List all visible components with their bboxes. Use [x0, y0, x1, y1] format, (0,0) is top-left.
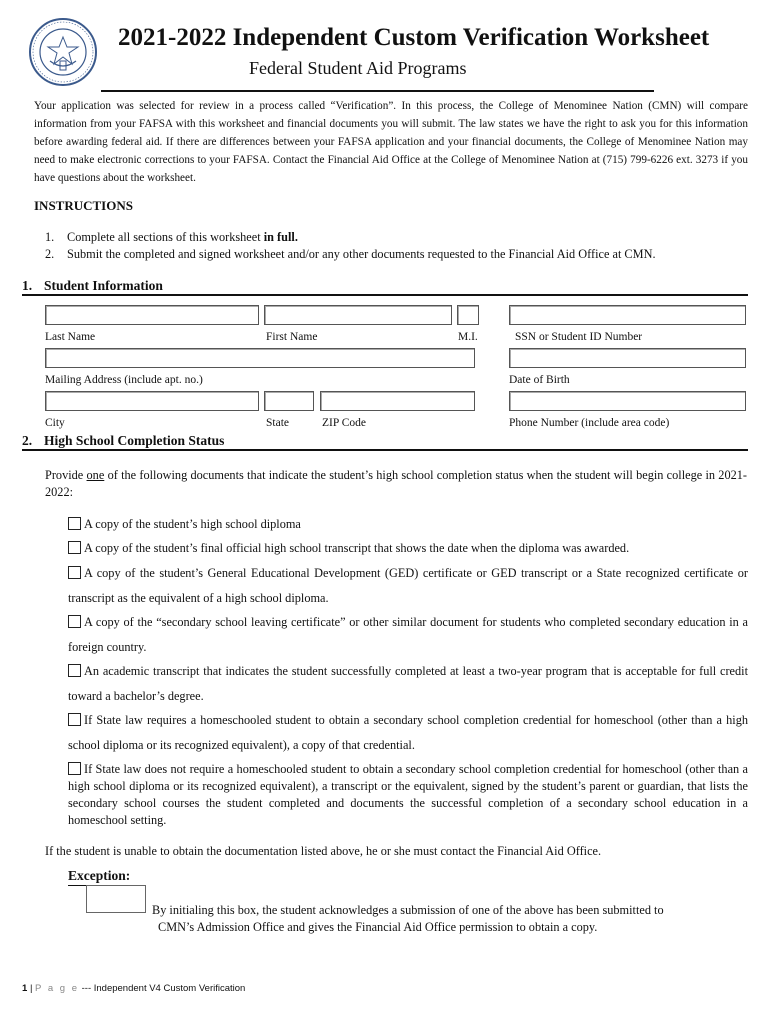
intro-paragraph: Your application was selected for review in a process called “Verification”. In this process, the College of Menominee Nation (CMN) will compare information from your FAFSA with this worksheet and financial documents you will submit. The law states we have the right to ask you for this information before awarding federal aid. If there are differences between your FAFSA application and your financial documents, the College of Menominee Nation may need to make electronic corrections to your FAFSA. Contact the Financial Aid Office at the College of Menominee Nation at (715) 799-6226 ext. 3273 if you have questions about the worksheet.	[34, 100, 748, 184]
section-title: Student Information	[44, 278, 163, 293]
state-input[interactable]	[264, 391, 314, 411]
mailing-address-input[interactable]	[45, 348, 475, 368]
middle-initial-label: M.I.	[458, 331, 478, 343]
section-number: 1.	[22, 278, 33, 293]
instruction-text: Submit the completed and signed worksheet and/or any other documents requested to the Financial Aid Office at CMN.	[67, 247, 656, 261]
option-checkbox[interactable]	[68, 615, 81, 628]
page-subtitle: Federal Student Aid Programs	[249, 58, 467, 78]
option-checkbox[interactable]	[68, 541, 81, 554]
instruction-item	[45, 246, 656, 263]
section-1-heading	[22, 278, 163, 294]
exception-text-line: By initialing this box, the student acknowledges a submission of one of the above has been submitted to	[152, 903, 664, 917]
city-input[interactable]	[45, 391, 259, 411]
prompt-text: of the following documents that indicate the student’s high school completion status when the student will begin college in 2021-2022:	[45, 468, 747, 499]
department-of-education-seal-icon	[28, 17, 98, 87]
option-item	[68, 659, 748, 708]
section-1-divider	[22, 294, 748, 296]
option-text: A copy of the student’s General Educational Development (GED) certificate or GED transcript or a State recognized certificate or transcript as the equivalent of a high school diploma.	[68, 566, 748, 605]
footer-page-number: 1	[22, 983, 28, 994]
zip-code-label: ZIP Code	[322, 417, 366, 429]
instruction-item	[45, 229, 656, 246]
option-text: An academic transcript that indicates the student successfully completed at least a two-year program that is acceptable for full credit toward a bachelor’s degree.	[68, 664, 748, 703]
section-title: High School Completion Status	[44, 433, 225, 448]
ssn-input[interactable]	[509, 305, 746, 325]
zip-code-input[interactable]	[320, 391, 475, 411]
instruction-text: Complete all sections of this worksheet	[67, 230, 264, 244]
option-checkbox[interactable]	[68, 762, 81, 775]
last-name-input[interactable]	[45, 305, 259, 325]
option-item	[68, 708, 748, 757]
option-text: If State law does not require a homeschooled student to obtain a secondary school completion credential for homeschool (other than a high school diploma or its recognized equivalent), a transcript or the equivalent, signed by the student’s parent or guardian, that lists the secondary school courses the student completed and documents the successful completion of a secondary school education in a homeschool setting.	[68, 762, 748, 827]
option-text: A copy of the student’s final official high school transcript that shows the date when the diploma was awarded.	[84, 541, 630, 555]
instruction-number: 2.	[45, 247, 55, 261]
section-2-divider	[22, 449, 748, 451]
section-2-heading	[22, 433, 224, 449]
exception-text-line: CMN’s Admission Office and gives the Financial Aid Office permission to obtain a copy.	[158, 920, 598, 934]
state-label: State	[266, 417, 289, 429]
option-text: A copy of the student’s high school diploma	[84, 517, 301, 531]
option-checkbox[interactable]	[68, 664, 81, 677]
option-item	[68, 561, 748, 610]
option-item	[68, 536, 748, 561]
page-footer	[22, 983, 245, 994]
instructions-heading: INSTRUCTIONS	[34, 198, 133, 213]
phone-number-input[interactable]	[509, 391, 746, 411]
prompt-text: Provide	[45, 468, 87, 482]
instructions-list	[45, 229, 656, 263]
exception-heading: Exception:	[68, 868, 131, 883]
first-name-label: First Name	[266, 331, 318, 343]
instruction-emphasis: in full.	[263, 230, 298, 244]
prompt-emphasis: one	[86, 468, 105, 482]
option-item	[68, 512, 748, 537]
footer-separator: |	[29, 983, 33, 994]
phone-number-label: Phone Number (include area code)	[509, 417, 670, 429]
option-item	[68, 761, 748, 829]
option-text: If State law requires a homeschooled student to obtain a secondary school completion credential for homeschool (other than a high school diploma or its recognized equivalent), a copy of that credential.	[68, 713, 748, 752]
option-item	[68, 610, 748, 659]
section-2-prompt	[45, 467, 747, 501]
option-checkbox[interactable]	[68, 713, 81, 726]
unable-note: If the student is unable to obtain the documentation listed above, he or she must contact the Financial Aid Office.	[45, 844, 602, 858]
middle-initial-input[interactable]	[457, 305, 479, 325]
footer-page-word: P a g e	[35, 983, 79, 994]
first-name-input[interactable]	[264, 305, 452, 325]
mailing-address-label: Mailing Address (include apt. no.)	[45, 374, 203, 386]
header-divider	[101, 90, 654, 92]
exception-text	[152, 902, 752, 936]
page-title: 2021-2022 Independent Custom Verification Worksheet	[118, 24, 710, 51]
date-of-birth-label: Date of Birth	[509, 374, 570, 386]
section-number: 2.	[22, 433, 33, 448]
city-label: City	[45, 417, 65, 429]
option-checkbox[interactable]	[68, 517, 81, 530]
option-text: A copy of the “secondary school leaving certificate” or other similar document for students who completed secondary education in a foreign country.	[68, 615, 748, 654]
exception-initials-input[interactable]	[86, 885, 146, 913]
last-name-label: Last Name	[45, 331, 96, 343]
footer-document-name: --- Independent V4 Custom Verification	[81, 983, 246, 994]
option-checkbox[interactable]	[68, 566, 81, 579]
instruction-number: 1.	[45, 230, 55, 244]
date-of-birth-input[interactable]	[509, 348, 746, 368]
ssn-label: SSN or Student ID Number	[515, 331, 643, 343]
